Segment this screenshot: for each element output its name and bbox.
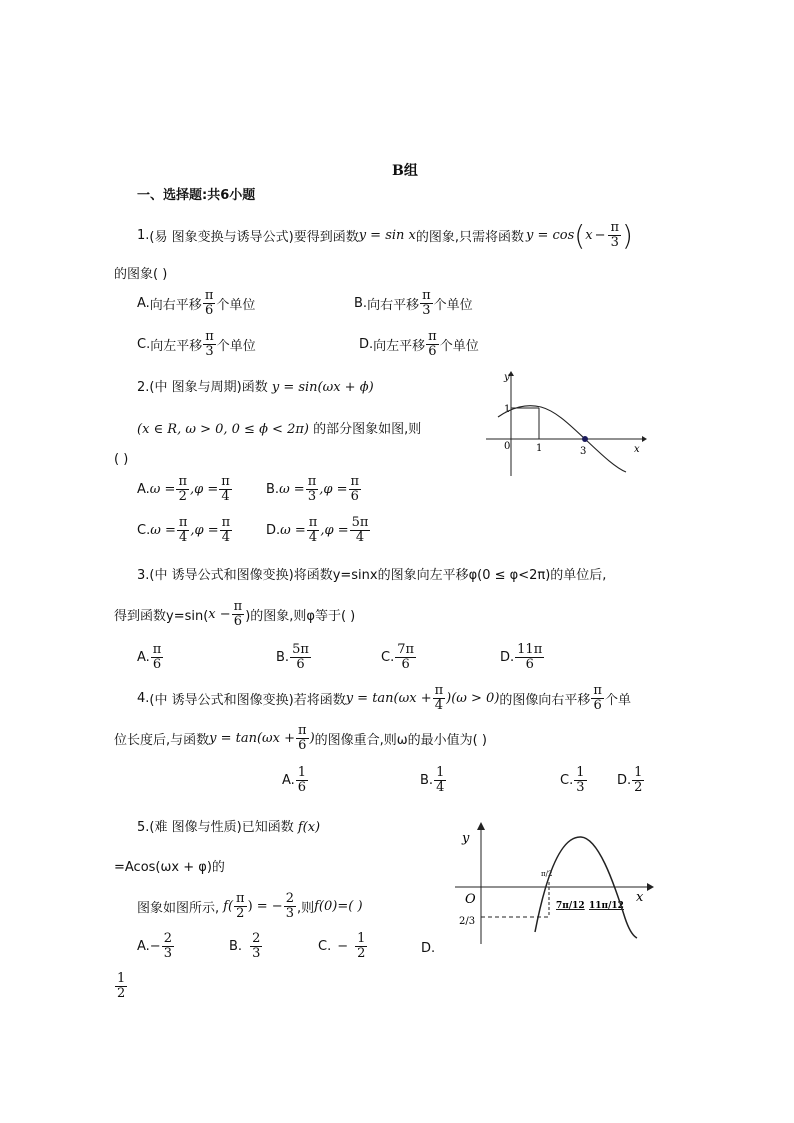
q1-right-paren: ) [622,218,633,252]
q5-option-d-value: $\frac{1}{2}$ [117,971,126,1001]
q2-zero-point [582,436,588,442]
q1-option-c: C. 向左平移 $\frac{\pi}{3}$ 个单位 [137,329,256,359]
q5-graph [453,820,658,950]
q1-text-before: 要得到函数 [293,229,359,245]
q3-option-d: D. $\frac{11\pi}{6}$ [500,642,543,672]
q5-option-c: C. − $\frac{1}{2}$ [318,931,366,961]
q5-line-2: =Acos(ωx + φ)的 [114,860,225,875]
q2-domain: (x ∈ R, ω > 0, 0 ≤ ϕ < 2π) [137,422,309,437]
q1-minus: − [594,227,606,243]
question-1 [137,218,633,252]
q1-left-paren: ( [574,218,586,252]
q2-option-d: D. ω = $\frac{\pi}{4}$ ,φ = $\frac{5\pi}{4}$ [266,515,369,545]
q5-neg-two-thirds-label: 2/3 [459,916,476,927]
q2-formula: y = sin(ωx + ϕ) [271,380,374,395]
q1-var-x: x [585,227,593,243]
q1-option-a: A. 向右平移 $\frac{\pi}{6}$ 个单位 [137,288,256,318]
q1-option-b: B. 向右平移 $\frac{\pi}{3}$ 个单位 [354,288,473,318]
q2-x-arrow [642,436,647,442]
q1-text-mid: 的图象,只需将函数 [415,229,525,245]
q4-option-a: A. $\frac{1}{6}$ [282,765,307,795]
q4-option-b: B. $\frac{1}{4}$ [420,765,445,795]
q2-x-label: x [634,444,640,455]
q2-y-tick-1: 1 [504,404,511,415]
q2-option-b: B. ω = $\frac{\pi}{3}$ ,φ = $\frac{\pi}{6}$ [266,474,360,504]
q2-option-c: C. ω = $\frac{\pi}{4}$ ,φ = $\frac{\pi}{4}$ [137,515,231,545]
q5-x-arrow [647,883,654,891]
q1-option-d: D. 向左平移 $\frac{\pi}{6}$ 个单位 [359,329,479,359]
q2-domain-line: (x ∈ R, ω > 0, 0 ≤ ϕ < 2π) 的部分图象如图,则 [137,422,422,437]
q1-given-function: y = sin x [358,227,416,243]
q5-option-a: A. − $\frac{2}{3}$ [137,931,172,961]
q5-pi-half-label: π/2 [541,870,553,878]
q5-y-arrow [477,822,485,830]
q2-graph [484,368,648,480]
q5-y-label: y [462,831,470,846]
q3-line-2: 得到函数y=sin( x − $\frac{\pi}{6}$ )的图象,则φ等于( ) [114,599,356,629]
q1-target-function: y = cos [526,227,575,243]
q5-origin-label: O [465,892,476,907]
q5-tick-11pi-12: 11π/12 [589,901,624,911]
q5-tick-7pi-12: 7π/12 [556,901,585,911]
q5-option-d-letter: D. [421,941,436,956]
q1-pi-third: $\frac{\pi}{3}$ [610,219,620,250]
q1-text-after: 的图象( ) [114,267,168,282]
section-title: 一、选择题:共6小题 [137,188,256,203]
q2-option-a: A. ω = $\frac{\pi}{2}$ ,φ = $\frac{\pi}{4}$ [137,474,230,504]
q2-origin-label: 0 [504,441,511,452]
question-3: 3.(中 诱导公式和图像变换)将函数y=sinx的图象向左平移φ(0 ≤ φ<2π)的单位后, [137,568,607,583]
q2-y-label: y [504,372,510,383]
question-2: 2.(中 图象与周期)函数 y = sin(ωx + ϕ) [137,380,374,395]
question-4: 4. (中 诱导公式和图像变换) 若将函数 y = tan(ωx + $\frac{\pi}{4}$ )(ω > 0) 的图像向右平移 $\frac{\pi}{6}$ 个单 [137,683,631,713]
q5-x-label: x [636,890,644,905]
question-5: 5.(难 图像与性质)已知函数 f(x) [137,820,321,835]
q2-x-tick-3: 3 [580,446,587,457]
q2-x-tick-1: 1 [536,443,543,454]
q1-tag: (易 图象变换与诱导公式) [149,229,294,245]
q5-option-b: B. $\frac{2}{3}$ [229,931,261,961]
q3-option-c: C. $\frac{7\pi}{6}$ [381,642,415,672]
q4-option-d: D. $\frac{1}{2}$ [617,765,643,795]
q3-option-b: B. $\frac{5\pi}{6}$ [276,642,309,672]
q4-option-c: C. $\frac{1}{3}$ [560,765,585,795]
q2-blank: ( ) [114,452,129,467]
q5-line-3: 图象如图所示, f( $\frac{\pi}{2}$ ) = − $\frac{2}{3}$ ,则 f(0)=( ) [137,891,363,921]
q3-option-a: A. $\frac{\pi}{6}$ [137,642,162,672]
q1-number: 1. [137,227,150,243]
q4-line-2: 位长度后,与函数 y = tan(ωx + $\frac{\pi}{6}$ ) 的图像重合,则ω的最小值为( ) [114,723,487,753]
group-title: B组 [392,163,418,179]
